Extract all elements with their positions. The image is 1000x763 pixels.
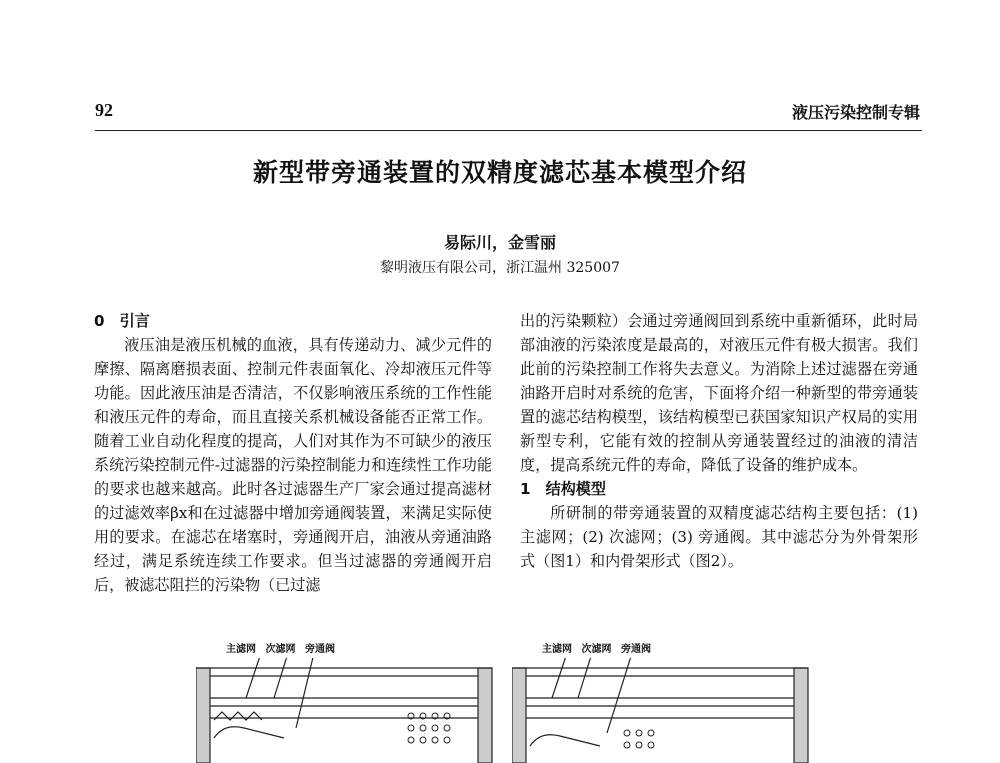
- paragraph-structure-model: 所研制的带旁通装置的双精度滤芯结构主要包括：(1) 主滤网；(2) 次滤网；(3) 旁通阀。其中滤芯分为外骨架形式（图1）和内骨架形式（图2）。: [520, 504, 918, 570]
- paragraph-introduction: 液压油是液压机械的血液，具有传递动力、减少元件的摩擦、隔离磨损表面、控制元件表面氧化、冷却液压元件等功能。因此液压油是否清洁，不仅影响液压系统的工作性能和液压元件的寿命，而且直接关系机械设备能否正常工作。随着工业自动化程度的提高，人们对其作为不可缺少的液压系统污染控制元件-过滤器的污染控制能力和连续性工作功能的要求也越来越高。此时各过滤器生产厂家会通过提高滤材的过滤效率βx和在过滤器中增加旁通阀装置，来满足实际使用的要求。在滤芯在堵塞时，旁通阀开启，油液从旁通油路经过，满足系统连续工作要求。但当过滤器的旁通阀开启后，被滤芯阻拦的污染物（已过滤: [94, 336, 492, 594]
- label-secondary-filter: 次滤网: [581, 644, 612, 655]
- paragraph-continuation: 出的污染颗粒）会通过旁通阀回到系统中重新循环，此时局部油液的污染浓度是最高的，对液压元件有极大损害。我们此前的污染控制工作将失去意义。为消除上述过滤器在旁通油路开启时对系统的危害，下面将介绍一种新型的带旁通装置的滤芯结构模型，该结构模型已获国家知识产权局的实用新型专利，它能有效的控制从旁通装置经过的油液的清洁度，提高系统元件的寿命，降低了设备的维护成本。: [520, 312, 918, 474]
- figure-1: [196, 640, 496, 760]
- journal-name: 液压污染控制专辑: [791, 103, 920, 122]
- figure-1-labels: [226, 640, 341, 655]
- page-number: 92: [95, 100, 113, 120]
- figure-1-drawing: [196, 658, 496, 763]
- header-rule: [95, 130, 922, 131]
- label-main-filter: 主滤网: [542, 644, 572, 655]
- label-bypass-valve: 旁通阀: [304, 644, 335, 655]
- authors: 易际川，金雪丽: [443, 233, 556, 252]
- right-column: [520, 309, 918, 573]
- figure-2-labels: [542, 640, 657, 655]
- affiliation: 黎明液压有限公司，浙江温州 325007: [380, 260, 620, 276]
- figure-2: [512, 640, 812, 760]
- paper-title: 新型带旁通装置的双精度滤芯基本模型介绍: [252, 158, 747, 187]
- label-bypass-valve: 旁通阀: [620, 644, 651, 655]
- section-heading-structure-model: 1 结构模型: [520, 480, 606, 498]
- label-secondary-filter: 次滤网: [265, 644, 296, 655]
- section-heading-introduction: 0 引言: [94, 312, 150, 330]
- left-column: [94, 309, 492, 597]
- figure-2-drawing: [512, 658, 812, 763]
- label-main-filter: 主滤网: [226, 644, 256, 655]
